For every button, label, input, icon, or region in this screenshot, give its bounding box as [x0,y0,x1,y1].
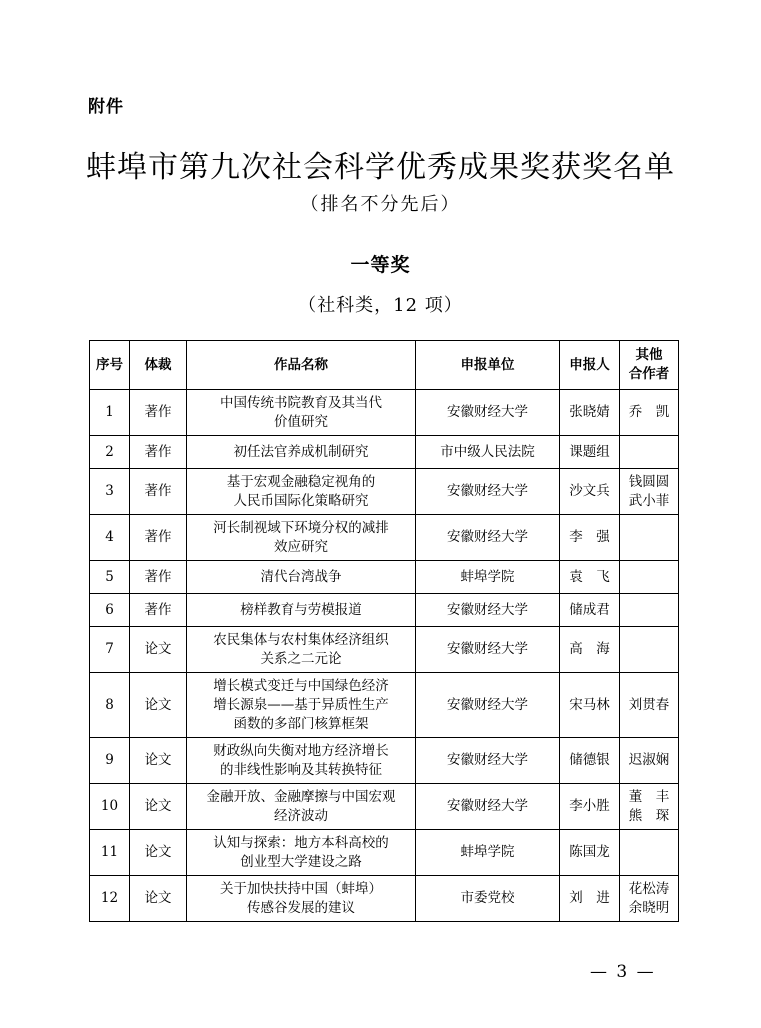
cell-no: 8 [90,673,130,738]
column-header-title: 作品名称 [187,341,416,390]
table-row [90,627,679,673]
column-header-unit: 申报单位 [416,341,560,390]
cell-unit: 安徽财经大学 [416,673,560,738]
cell-title: 金融开放、金融摩擦与中国宏观 经济波动 [187,784,416,830]
cell-unit: 蚌埠学院 [416,561,560,594]
attachment-label: 附件 [88,97,124,117]
cell-no: 5 [90,561,130,594]
cell-title: 财政纵向失衡对地方经济增长 的非线性影响及其转换特征 [187,738,416,784]
table-row [90,515,679,561]
cell-no: 3 [90,469,130,515]
cell-applicant: 张晓婧 [560,390,620,436]
cell-cooperators: 乔 凯 [620,390,679,436]
cell-cooperators [620,627,679,673]
cell-unit: 安徽财经大学 [416,738,560,784]
cell-cooperators: 钱圆圆 武小菲 [620,469,679,515]
page-number: — 3 — [590,962,656,982]
cell-cooperators [620,594,679,627]
cell-applicant: 储成君 [560,594,620,627]
cell-applicant: 李 强 [560,515,620,561]
cell-genre: 著作 [130,594,187,627]
cell-applicant: 袁 飞 [560,561,620,594]
cell-cooperators [620,830,679,876]
cell-genre: 论文 [130,673,187,738]
cell-title: 关于加快扶持中国（蚌埠） 传感谷发展的建议 [187,876,416,922]
cell-genre: 论文 [130,876,187,922]
cell-no: 1 [90,390,130,436]
cell-unit: 安徽财经大学 [416,469,560,515]
cell-title: 清代台湾战争 [187,561,416,594]
cell-applicant: 刘 进 [560,876,620,922]
document-subtitle: （排名不分先后） [300,194,461,215]
table-row [90,561,679,594]
cell-unit: 安徽财经大学 [416,784,560,830]
cell-genre: 著作 [130,515,187,561]
cell-no: 11 [90,830,130,876]
table-header-row [90,341,679,390]
column-header-genre: 体裁 [130,341,187,390]
table-row [90,738,679,784]
column-header-applicant: 申报人 [560,341,620,390]
cell-no: 9 [90,738,130,784]
cell-genre: 著作 [130,436,187,469]
cell-title: 初任法官养成机制研究 [187,436,416,469]
cell-title: 农民集体与农村集体经济组织 关系之二元论 [187,627,416,673]
cell-applicant: 储德银 [560,738,620,784]
cell-no: 6 [90,594,130,627]
cell-applicant: 李小胜 [560,784,620,830]
cell-title: 河长制视域下环境分权的减排 效应研究 [187,515,416,561]
cell-genre: 论文 [130,784,187,830]
cell-no: 2 [90,436,130,469]
cell-applicant: 高 海 [560,627,620,673]
cell-genre: 著作 [130,469,187,515]
cell-title: 榜样教育与劳模报道 [187,594,416,627]
table-row [90,673,679,738]
cell-applicant: 宋马林 [560,673,620,738]
cell-title: 认知与探索：地方本科高校的 创业型大学建设之路 [187,830,416,876]
cell-no: 4 [90,515,130,561]
cell-unit: 市中级人民法院 [416,436,560,469]
column-header-cooperators: 其他 合作者 [620,341,679,390]
cell-genre: 论文 [130,830,187,876]
table-row [90,469,679,515]
awards-table [89,340,679,922]
cell-unit: 市委党校 [416,876,560,922]
cell-no: 10 [90,784,130,830]
table-row [90,784,679,830]
award-level-heading: 一等奖 [350,254,411,276]
cell-cooperators: 董 丰 熊 琛 [620,784,679,830]
award-category: （社科类，12 项） [298,295,463,316]
cell-cooperators: 花松涛 余晓明 [620,876,679,922]
cell-no: 7 [90,627,130,673]
cell-applicant: 课题组 [560,436,620,469]
column-header-no: 序号 [90,341,130,390]
cell-applicant: 陈国龙 [560,830,620,876]
cell-cooperators: 迟淑娴 [620,738,679,784]
document-title: 蚌埠市第九次社会科学优秀成果奖获奖名单 [86,150,675,185]
cell-title: 增长模式变迁与中国绿色经济 增长源泉——基于异质性生产 函数的多部门核算框架 [187,673,416,738]
cell-cooperators: 刘贯春 [620,673,679,738]
table-row [90,876,679,922]
cell-title: 基于宏观金融稳定视角的 人民币国际化策略研究 [187,469,416,515]
cell-genre: 著作 [130,390,187,436]
cell-no: 12 [90,876,130,922]
cell-unit: 安徽财经大学 [416,627,560,673]
cell-cooperators [620,515,679,561]
table-row [90,390,679,436]
cell-title: 中国传统书院教育及其当代 价值研究 [187,390,416,436]
table-row [90,830,679,876]
cell-unit: 安徽财经大学 [416,594,560,627]
cell-cooperators [620,561,679,594]
cell-applicant: 沙文兵 [560,469,620,515]
cell-unit: 安徽财经大学 [416,515,560,561]
cell-genre: 著作 [130,561,187,594]
cell-unit: 安徽财经大学 [416,390,560,436]
cell-genre: 论文 [130,627,187,673]
cell-unit: 蚌埠学院 [416,830,560,876]
cell-genre: 论文 [130,738,187,784]
table-row [90,594,679,627]
cell-cooperators [620,436,679,469]
table-row [90,436,679,469]
